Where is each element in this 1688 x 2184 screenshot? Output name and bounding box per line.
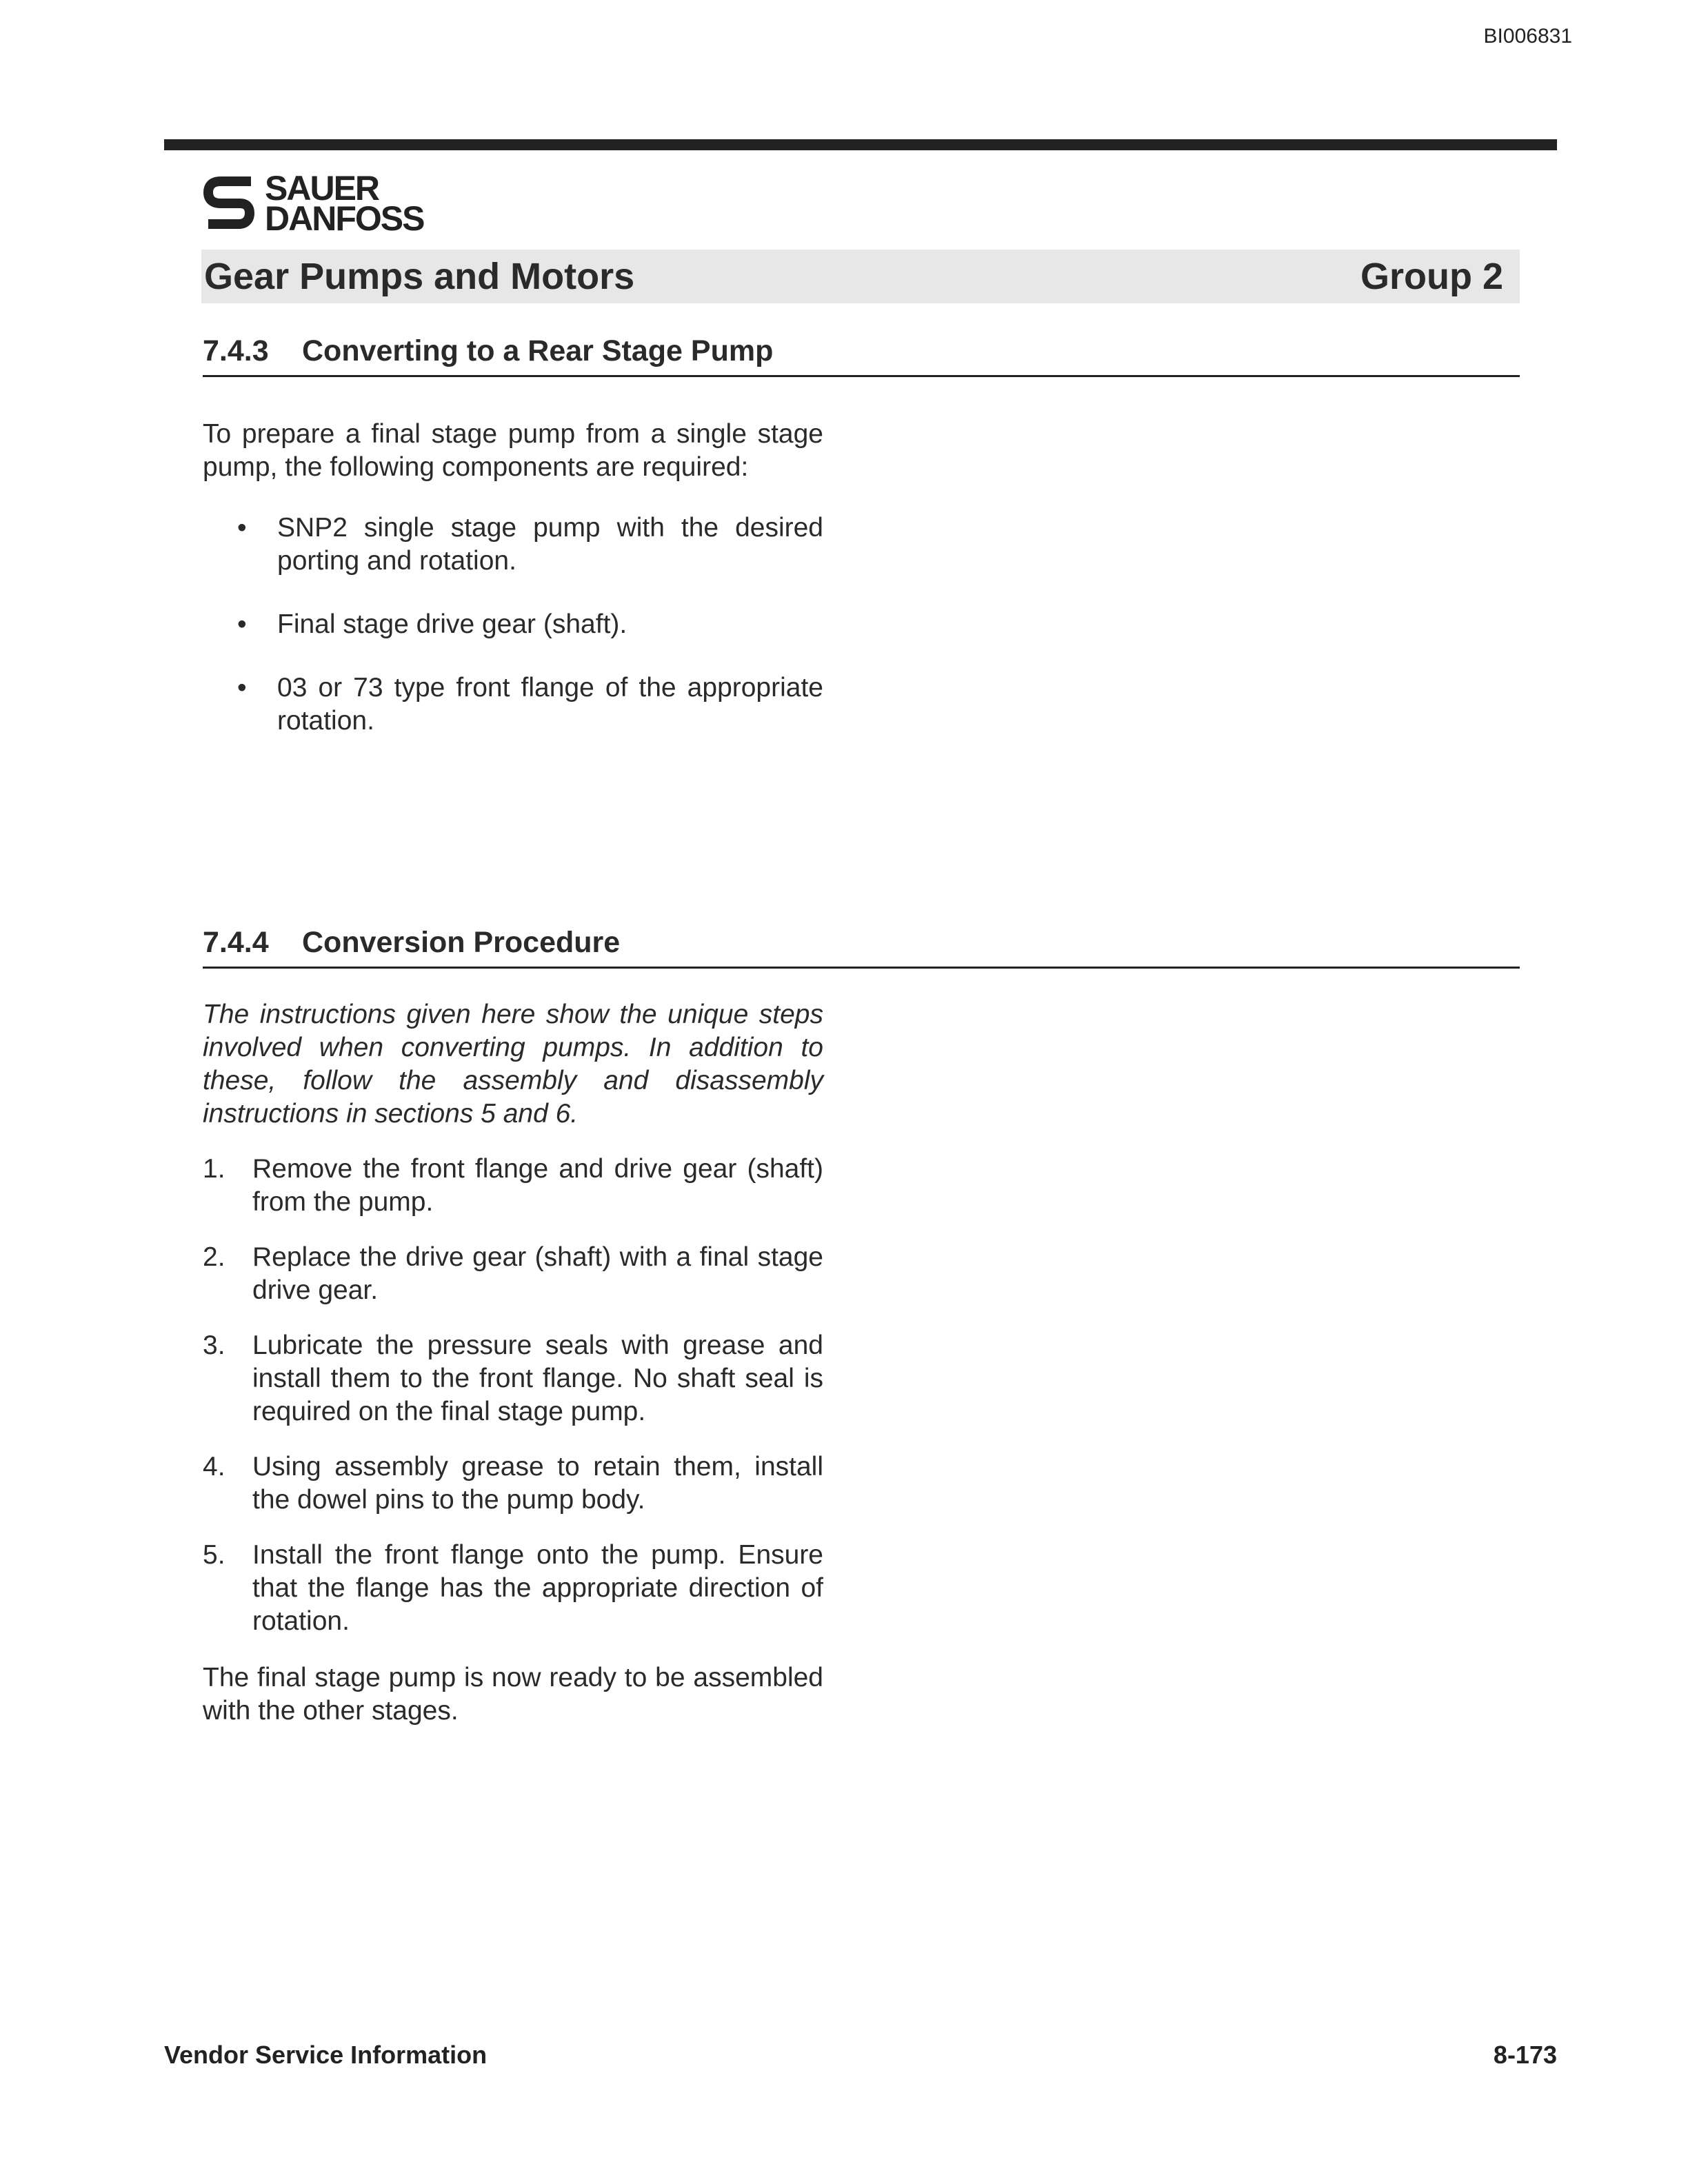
bullet-icon: • xyxy=(237,513,247,543)
intro-paragraph-container xyxy=(203,418,823,484)
bullet-icon: • xyxy=(237,609,247,639)
section-title: Converting to a Rear Stage Pump xyxy=(302,334,774,367)
page-number: 8-173 xyxy=(1493,2041,1557,2069)
closing-paragraph: The final stage pump is now ready to be assembled with the other stages. xyxy=(203,1663,823,1726)
step-item: 5. Install the front flange onto the pump. Ensure that the flange has the appropriate direction of rotation. xyxy=(203,1540,823,1636)
list-item: • 03 or 73 type front flange of the appropriate rotation. xyxy=(237,673,823,736)
footer-left: Vendor Service Information xyxy=(164,2041,488,2069)
top-rule xyxy=(164,139,1557,150)
step-item: 3. Lubricate the pressure seals with grease and install them to the front flange. No shaft seal is required on the final stage pump. xyxy=(203,1331,823,1426)
section-number: 7.4.4 xyxy=(203,926,269,959)
components-list xyxy=(203,512,823,768)
note-container xyxy=(203,998,823,1131)
step-item: 4. Using assembly grease to retain them, install the dowel pins to the pump body. xyxy=(203,1452,823,1515)
sauer-danfoss-logo-icon xyxy=(203,172,258,235)
bullet-icon: • xyxy=(237,673,247,702)
step-item: 2. Replace the drive gear (shaft) with a final stage drive gear. xyxy=(203,1242,823,1305)
intro-paragraph: To prepare a final stage pump from a single stage pump, the following components are required: xyxy=(203,419,823,482)
section-number: 7.4.3 xyxy=(203,334,269,367)
section-heading-7-4-3 xyxy=(203,334,1520,377)
section-title: Conversion Procedure xyxy=(302,926,621,959)
header-bar xyxy=(201,250,1520,303)
document-id: BI006831 xyxy=(1483,25,1572,48)
step-item: 1. Remove the front flange and drive gear (shaft) from the pump. xyxy=(203,1154,823,1217)
closing-container xyxy=(203,1661,823,1728)
list-item: • SNP2 single stage pump with the desired porting and rotation. xyxy=(237,513,823,576)
procedure-note: The instructions given here show the unique steps involved when converting pumps. In addition to these, follow the assembly and disassembly instructions in sections 5 and 6. xyxy=(203,1000,823,1129)
section-heading-7-4-4 xyxy=(203,925,1520,969)
company-logo xyxy=(203,171,423,236)
group-label: Group 2 xyxy=(1360,256,1503,297)
logo-line-1: SAUER xyxy=(265,169,379,208)
procedure-steps xyxy=(203,1153,823,1660)
logo-line-2: DANFOSS xyxy=(265,199,424,238)
page-title: Gear Pumps and Motors xyxy=(204,256,635,297)
list-item: • Final stage drive gear (shaft). xyxy=(203,608,823,641)
